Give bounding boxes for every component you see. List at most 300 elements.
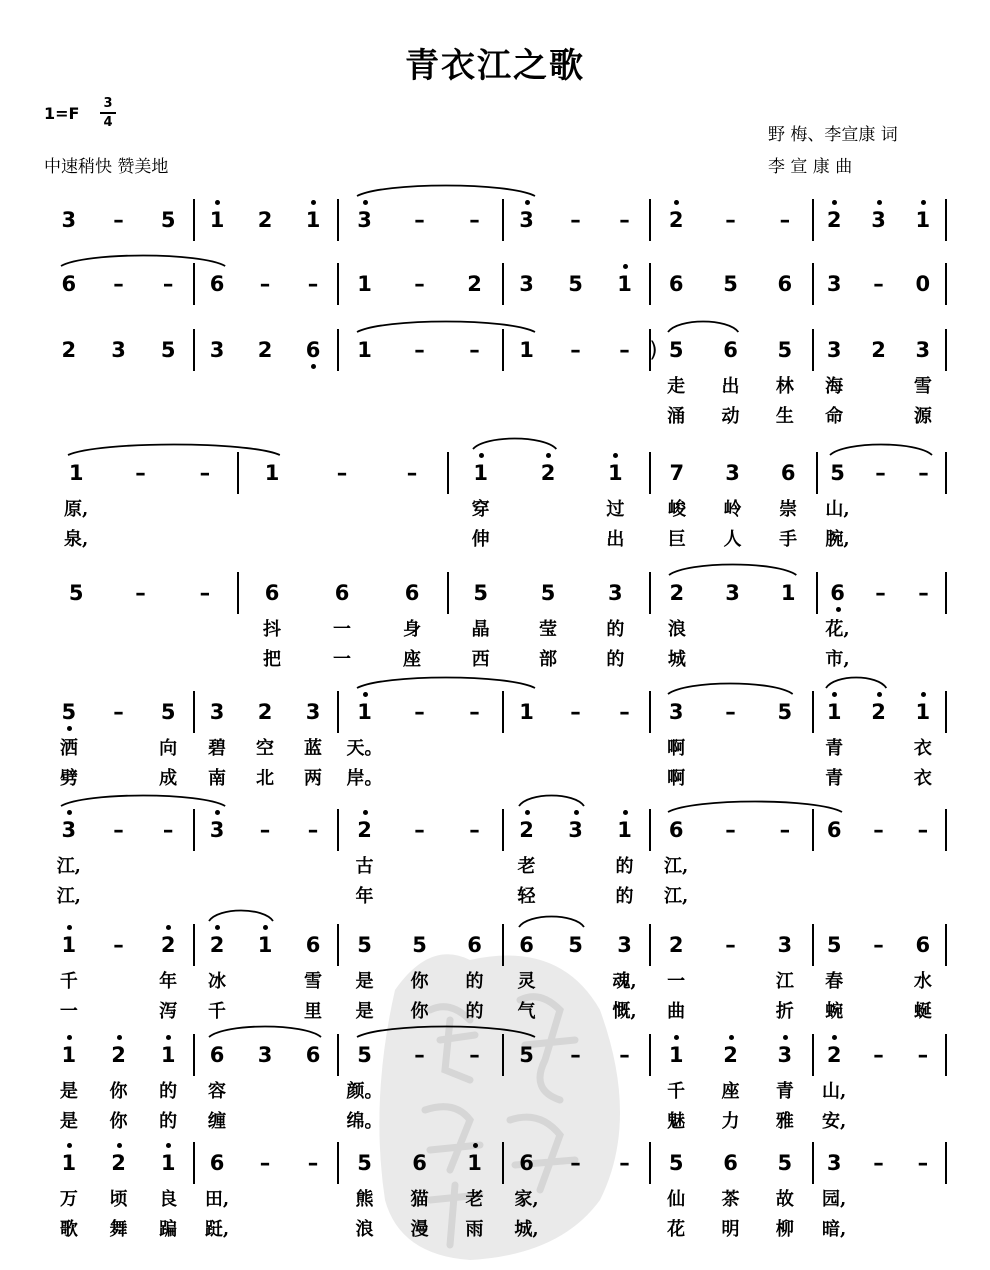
note-digit: 6 <box>334 581 350 605</box>
lyric-syllable: 跹, <box>204 1219 230 1240</box>
note-digit: 2 <box>257 208 273 232</box>
dash-extension <box>864 272 894 296</box>
note-digit: 1 <box>357 272 372 296</box>
note <box>600 581 630 605</box>
lyric-syllable: 抖 <box>263 619 281 640</box>
note-digit: 3 <box>305 700 321 724</box>
lyric-syllable: 岸。 <box>346 768 383 789</box>
note-digit: – <box>307 1151 319 1175</box>
lyric-syllable: 千 <box>59 971 78 992</box>
dash-extension <box>909 461 939 485</box>
lyric-syllable: 两 <box>304 768 322 789</box>
lyric-syllable: 的 <box>159 1111 178 1132</box>
note-digit: 3 <box>915 338 931 362</box>
lyric-syllable: 千 <box>667 1081 686 1102</box>
note-digit: 5 <box>357 933 372 957</box>
note-digit: 0 <box>915 272 931 296</box>
lyric-syllable: 一 <box>667 971 686 992</box>
bar-line <box>816 572 818 614</box>
note-digit: – <box>414 272 425 296</box>
bar-line <box>337 1034 339 1076</box>
lyric-syllable: 的 <box>465 971 484 992</box>
note-digit: 5 <box>357 1151 372 1175</box>
bar-line <box>447 452 449 494</box>
note <box>405 1151 435 1175</box>
bar-line <box>193 1034 195 1076</box>
note-digit: 6 <box>668 272 684 296</box>
note-digit: – <box>414 1043 425 1067</box>
lyric-syllable: 颜。 <box>346 1081 383 1102</box>
note-digit: 2 <box>257 700 273 724</box>
octave-up-dot <box>67 1143 72 1148</box>
note-digit: 3 <box>209 818 225 842</box>
note-digit: – <box>725 700 736 724</box>
note <box>770 933 800 957</box>
bar-line <box>337 809 339 851</box>
bar-line <box>812 1142 814 1184</box>
note <box>54 1043 84 1067</box>
note <box>350 338 380 362</box>
lyric-syllable: 的 <box>615 856 634 877</box>
lyric-syllable: 魂, <box>612 971 637 992</box>
lyric-syllable: 轻 <box>517 886 536 907</box>
note-digit: 6 <box>830 581 845 605</box>
note <box>104 1151 134 1175</box>
note <box>250 933 280 957</box>
note <box>202 1151 232 1175</box>
lyric-syllable: 安, <box>822 1111 847 1132</box>
dash-extension <box>104 933 134 957</box>
lyric-syllable: 西 <box>471 649 490 670</box>
note-digit: 3 <box>209 338 225 362</box>
bar-line <box>649 199 651 241</box>
lyric-syllable: 明 <box>721 1219 740 1240</box>
note <box>202 208 232 232</box>
lyric-syllable: 泻 <box>159 1001 178 1022</box>
time-signature <box>100 96 116 130</box>
note-digit: 2 <box>826 208 842 232</box>
closing-parenthesis: ) <box>649 338 658 362</box>
dash-extension <box>716 700 746 724</box>
slur <box>209 1023 321 1043</box>
bar-line <box>502 809 504 851</box>
dash-extension <box>716 818 746 842</box>
note-digit: – <box>199 461 211 485</box>
note <box>561 272 591 296</box>
note-digit: – <box>113 933 124 957</box>
note-digit: 2 <box>668 933 684 957</box>
dash-extension <box>327 461 357 485</box>
note <box>250 1043 280 1067</box>
lyric-syllable: 顷 <box>109 1189 128 1210</box>
octave-down-dot <box>67 726 72 731</box>
note-digit: – <box>917 818 929 842</box>
dash-extension <box>104 208 134 232</box>
note-digit: 1 <box>668 1043 684 1067</box>
note-digit: 2 <box>826 1043 842 1067</box>
slur <box>668 680 793 700</box>
note <box>54 208 84 232</box>
note <box>823 581 853 605</box>
dash-extension <box>153 818 183 842</box>
note-digit: 1 <box>519 700 534 724</box>
dash-extension <box>405 818 435 842</box>
lyric-syllable: 是 <box>355 1001 374 1022</box>
lyric-syllable: 的 <box>606 649 625 670</box>
note-digit: – <box>414 338 425 362</box>
lyric-syllable: 涌 <box>667 406 686 427</box>
note-digit: 3 <box>826 338 842 362</box>
note-digit: – <box>162 272 174 296</box>
note-digit: 3 <box>61 208 77 232</box>
octave-up-dot <box>363 810 368 815</box>
lyric-syllable: 劈 <box>59 768 78 789</box>
note <box>864 338 894 362</box>
lyric-syllable: 海 <box>825 376 844 397</box>
lyric-syllable: 一 <box>59 1001 78 1022</box>
note <box>819 1043 849 1067</box>
lyric-syllable: 茶 <box>721 1189 740 1210</box>
note-digit: – <box>307 272 319 296</box>
slur <box>61 252 225 272</box>
note <box>202 818 232 842</box>
bar-line <box>337 924 339 966</box>
note-digit: – <box>570 1151 581 1175</box>
note-digit: – <box>875 581 886 605</box>
note <box>908 933 938 957</box>
slur <box>61 792 225 812</box>
note <box>661 272 691 296</box>
slur <box>473 435 556 455</box>
lyric-syllable: 是 <box>59 1081 78 1102</box>
note-digit: – <box>918 581 929 605</box>
note-digit: 6 <box>777 272 793 296</box>
bar-line <box>193 1142 195 1184</box>
bar-line <box>193 199 195 241</box>
note-digit: 5 <box>61 700 77 724</box>
note-digit: 6 <box>305 1043 321 1067</box>
note-digit: 1 <box>209 208 225 232</box>
bar-line <box>649 452 651 494</box>
octave-up-dot <box>877 200 882 205</box>
lyric-syllable: 雪 <box>913 376 932 397</box>
dash-extension <box>104 700 134 724</box>
note <box>257 461 287 485</box>
note <box>533 581 563 605</box>
note-digit: 3 <box>826 272 842 296</box>
slur <box>826 674 886 694</box>
note-digit: – <box>619 338 630 362</box>
note-digit: 2 <box>669 581 685 605</box>
dash-extension <box>864 1151 894 1175</box>
lyric-syllable: 是 <box>59 1111 78 1132</box>
octave-up-dot <box>117 1035 122 1040</box>
slur <box>357 674 535 694</box>
dash-extension <box>298 1151 328 1175</box>
note <box>716 272 746 296</box>
note-digit: 6 <box>519 933 534 957</box>
lyric-syllable: 蜿 <box>825 1001 844 1022</box>
slur <box>357 182 535 202</box>
note-digit: – <box>135 461 146 485</box>
note <box>718 461 748 485</box>
dash-extension <box>250 272 280 296</box>
note-digit: 2 <box>871 338 886 362</box>
lyric-syllable: 里 <box>304 1001 322 1022</box>
lyric-syllable: 曲 <box>667 1001 686 1022</box>
bar-line <box>502 691 504 733</box>
note-digit: 3 <box>617 933 632 957</box>
note-digit: – <box>873 272 884 296</box>
bar-line <box>193 691 195 733</box>
lyric-syllable: 出 <box>606 529 625 550</box>
lyric-syllable: 天。 <box>346 738 383 759</box>
lyric-syllable: 山, <box>825 499 850 520</box>
bar-line <box>945 1142 947 1184</box>
note <box>823 461 853 485</box>
note-digit: – <box>570 208 581 232</box>
lyric-syllable: 啊 <box>667 768 686 789</box>
lyric-syllable: 年 <box>159 971 178 992</box>
note <box>512 338 542 362</box>
note-digit: 3 <box>111 338 126 362</box>
note <box>512 1151 542 1175</box>
lyric-syllable: 雨 <box>465 1219 484 1240</box>
note-digit: 3 <box>777 1043 793 1067</box>
note-digit: 6 <box>209 1043 225 1067</box>
bar-line <box>502 1142 504 1184</box>
lyric-syllable: 老 <box>465 1189 484 1210</box>
note <box>610 933 640 957</box>
note <box>54 818 84 842</box>
note-digit: 6 <box>467 933 482 957</box>
note <box>819 700 849 724</box>
lyric-syllable: 人 <box>723 529 742 550</box>
lyric-syllable: 古 <box>355 856 374 877</box>
slur <box>519 792 584 812</box>
bar-line <box>649 1142 651 1184</box>
note <box>54 1151 84 1175</box>
bar-line <box>945 452 947 494</box>
dash-extension <box>561 1151 591 1175</box>
lyric-syllable: 成 <box>159 768 178 789</box>
dash-extension <box>460 818 490 842</box>
note <box>202 272 232 296</box>
lyric-syllable: 北 <box>256 768 274 789</box>
note <box>718 581 748 605</box>
note <box>350 272 380 296</box>
octave-up-dot <box>67 1035 72 1040</box>
dash-extension <box>561 1043 591 1067</box>
octave-up-dot <box>783 1035 788 1040</box>
note <box>104 338 134 362</box>
note-digit: 1 <box>305 208 321 232</box>
octave-up-dot <box>215 200 220 205</box>
dash-extension <box>770 818 800 842</box>
note-digit: 1 <box>473 461 488 485</box>
note-digit: – <box>918 461 929 485</box>
note-digit: – <box>779 208 791 232</box>
lyric-syllable: 的 <box>615 886 634 907</box>
octave-up-dot <box>67 925 72 930</box>
note-digit: 5 <box>357 1043 372 1067</box>
dash-extension <box>460 1043 490 1067</box>
note-digit: 3 <box>519 208 534 232</box>
note <box>662 581 692 605</box>
bar-line <box>812 199 814 241</box>
note-digit: 2 <box>111 1043 126 1067</box>
note <box>153 1043 183 1067</box>
lyric-syllable: 莹 <box>539 619 557 640</box>
note-digit: 6 <box>209 1151 225 1175</box>
note-digit: 1 <box>61 933 77 957</box>
bar-line <box>812 924 814 966</box>
note <box>298 933 328 957</box>
lyric-syllable: 城 <box>667 649 686 670</box>
lyric-syllable: 折 <box>775 1001 794 1022</box>
note-digit: – <box>414 818 425 842</box>
note <box>662 461 692 485</box>
dash-extension <box>908 1043 938 1067</box>
note <box>202 338 232 362</box>
bar-line <box>945 329 947 371</box>
note-digit: 5 <box>160 700 176 724</box>
slur <box>357 1023 535 1043</box>
time-signature-denominator: 4 <box>103 115 113 130</box>
note <box>54 272 84 296</box>
note-digit: 2 <box>668 208 684 232</box>
bar-line <box>502 924 504 966</box>
note <box>533 461 563 485</box>
note <box>819 818 849 842</box>
lyric-syllable: 暗, <box>822 1219 847 1240</box>
octave-down-dot <box>836 607 841 612</box>
slur <box>68 441 280 461</box>
dash-extension <box>610 208 640 232</box>
bar-line <box>945 924 947 966</box>
note-digit: – <box>873 1043 884 1067</box>
note-digit: 3 <box>608 581 623 605</box>
note-digit: 3 <box>257 1043 273 1067</box>
lyric-syllable: 水 <box>913 971 932 992</box>
note-digit: 6 <box>209 272 225 296</box>
lyric-syllable: 青 <box>775 1081 794 1102</box>
note <box>661 208 691 232</box>
lyricist-credit: 野 梅、李宣康 词 <box>768 125 898 145</box>
lyric-syllable: 猫 <box>410 1189 429 1210</box>
note <box>61 461 91 485</box>
lyric-syllable: 江, <box>56 886 81 907</box>
bar-line <box>945 691 947 733</box>
note-digit: 1 <box>357 700 372 724</box>
note-digit: 1 <box>257 933 273 957</box>
lyric-syllable: 花 <box>667 1219 686 1240</box>
bar-line <box>193 809 195 851</box>
dash-extension <box>561 700 591 724</box>
note <box>819 1151 849 1175</box>
note <box>350 1043 380 1067</box>
bar-line <box>649 809 651 851</box>
lyric-syllable: 是 <box>355 971 374 992</box>
note-digit: 1 <box>467 1151 482 1175</box>
dash-extension <box>908 818 938 842</box>
note-digit: 5 <box>668 338 684 362</box>
lyric-syllable: 绵。 <box>346 1111 383 1132</box>
note-digit: 1 <box>608 461 623 485</box>
song-title: 青衣江之歌 <box>405 46 585 86</box>
lyric-syllable: 容 <box>208 1081 226 1102</box>
note <box>54 700 84 724</box>
lyric-syllable: 故 <box>775 1189 794 1210</box>
lyric-syllable: 源 <box>913 406 932 427</box>
lyric-syllable: 过 <box>606 499 625 520</box>
lyric-syllable: 熊 <box>355 1189 374 1210</box>
note-digit: 2 <box>209 933 225 957</box>
dash-extension <box>610 1043 640 1067</box>
note-digit: – <box>619 1151 630 1175</box>
note-digit: 6 <box>404 581 420 605</box>
dash-extension <box>250 1151 280 1175</box>
lyric-syllable: 舞 <box>109 1219 128 1240</box>
dash-extension <box>190 461 220 485</box>
note <box>908 700 938 724</box>
lyric-syllable: 南 <box>208 768 226 789</box>
dash-extension <box>250 818 280 842</box>
note-digit: 3 <box>871 208 886 232</box>
dash-extension <box>908 1151 938 1175</box>
lyric-syllable: 魅 <box>667 1111 686 1132</box>
lyric-syllable: 一 <box>333 649 351 670</box>
bar-line <box>337 263 339 305</box>
time-signature-numerator: 3 <box>103 96 113 111</box>
lyric-syllable: 崇 <box>779 499 798 520</box>
dash-extension <box>405 338 435 362</box>
lyric-syllable: 良 <box>159 1189 178 1210</box>
note <box>908 208 938 232</box>
note <box>770 338 800 362</box>
bar-line <box>193 329 195 371</box>
lyric-syllable: 江, <box>56 856 81 877</box>
note-digit: – <box>873 818 884 842</box>
dash-extension <box>866 461 896 485</box>
note <box>819 933 849 957</box>
note <box>661 1043 691 1067</box>
lyric-syllable: 的 <box>159 1081 178 1102</box>
octave-up-dot <box>921 200 926 205</box>
bar-line <box>237 572 239 614</box>
note <box>153 933 183 957</box>
note-digit: 5 <box>568 272 583 296</box>
dash-extension <box>561 208 591 232</box>
note-digit: 5 <box>668 1151 684 1175</box>
note-digit: 5 <box>540 581 556 605</box>
note <box>250 700 280 724</box>
lyric-syllable: 洒 <box>59 738 78 759</box>
lyric-syllable: 穿 <box>471 499 490 520</box>
lyric-syllable: 晶 <box>471 619 490 640</box>
lyric-syllable: 市, <box>825 649 850 670</box>
dash-extension <box>104 818 134 842</box>
dash-extension <box>610 338 640 362</box>
note-digit: – <box>113 700 124 724</box>
note-digit: 5 <box>519 1043 534 1067</box>
octave-down-dot <box>311 364 316 369</box>
note-digit: – <box>469 700 480 724</box>
bar-line <box>812 1034 814 1076</box>
note <box>661 1151 691 1175</box>
note-digit: 5 <box>826 933 842 957</box>
note-digit: 3 <box>826 1151 842 1175</box>
